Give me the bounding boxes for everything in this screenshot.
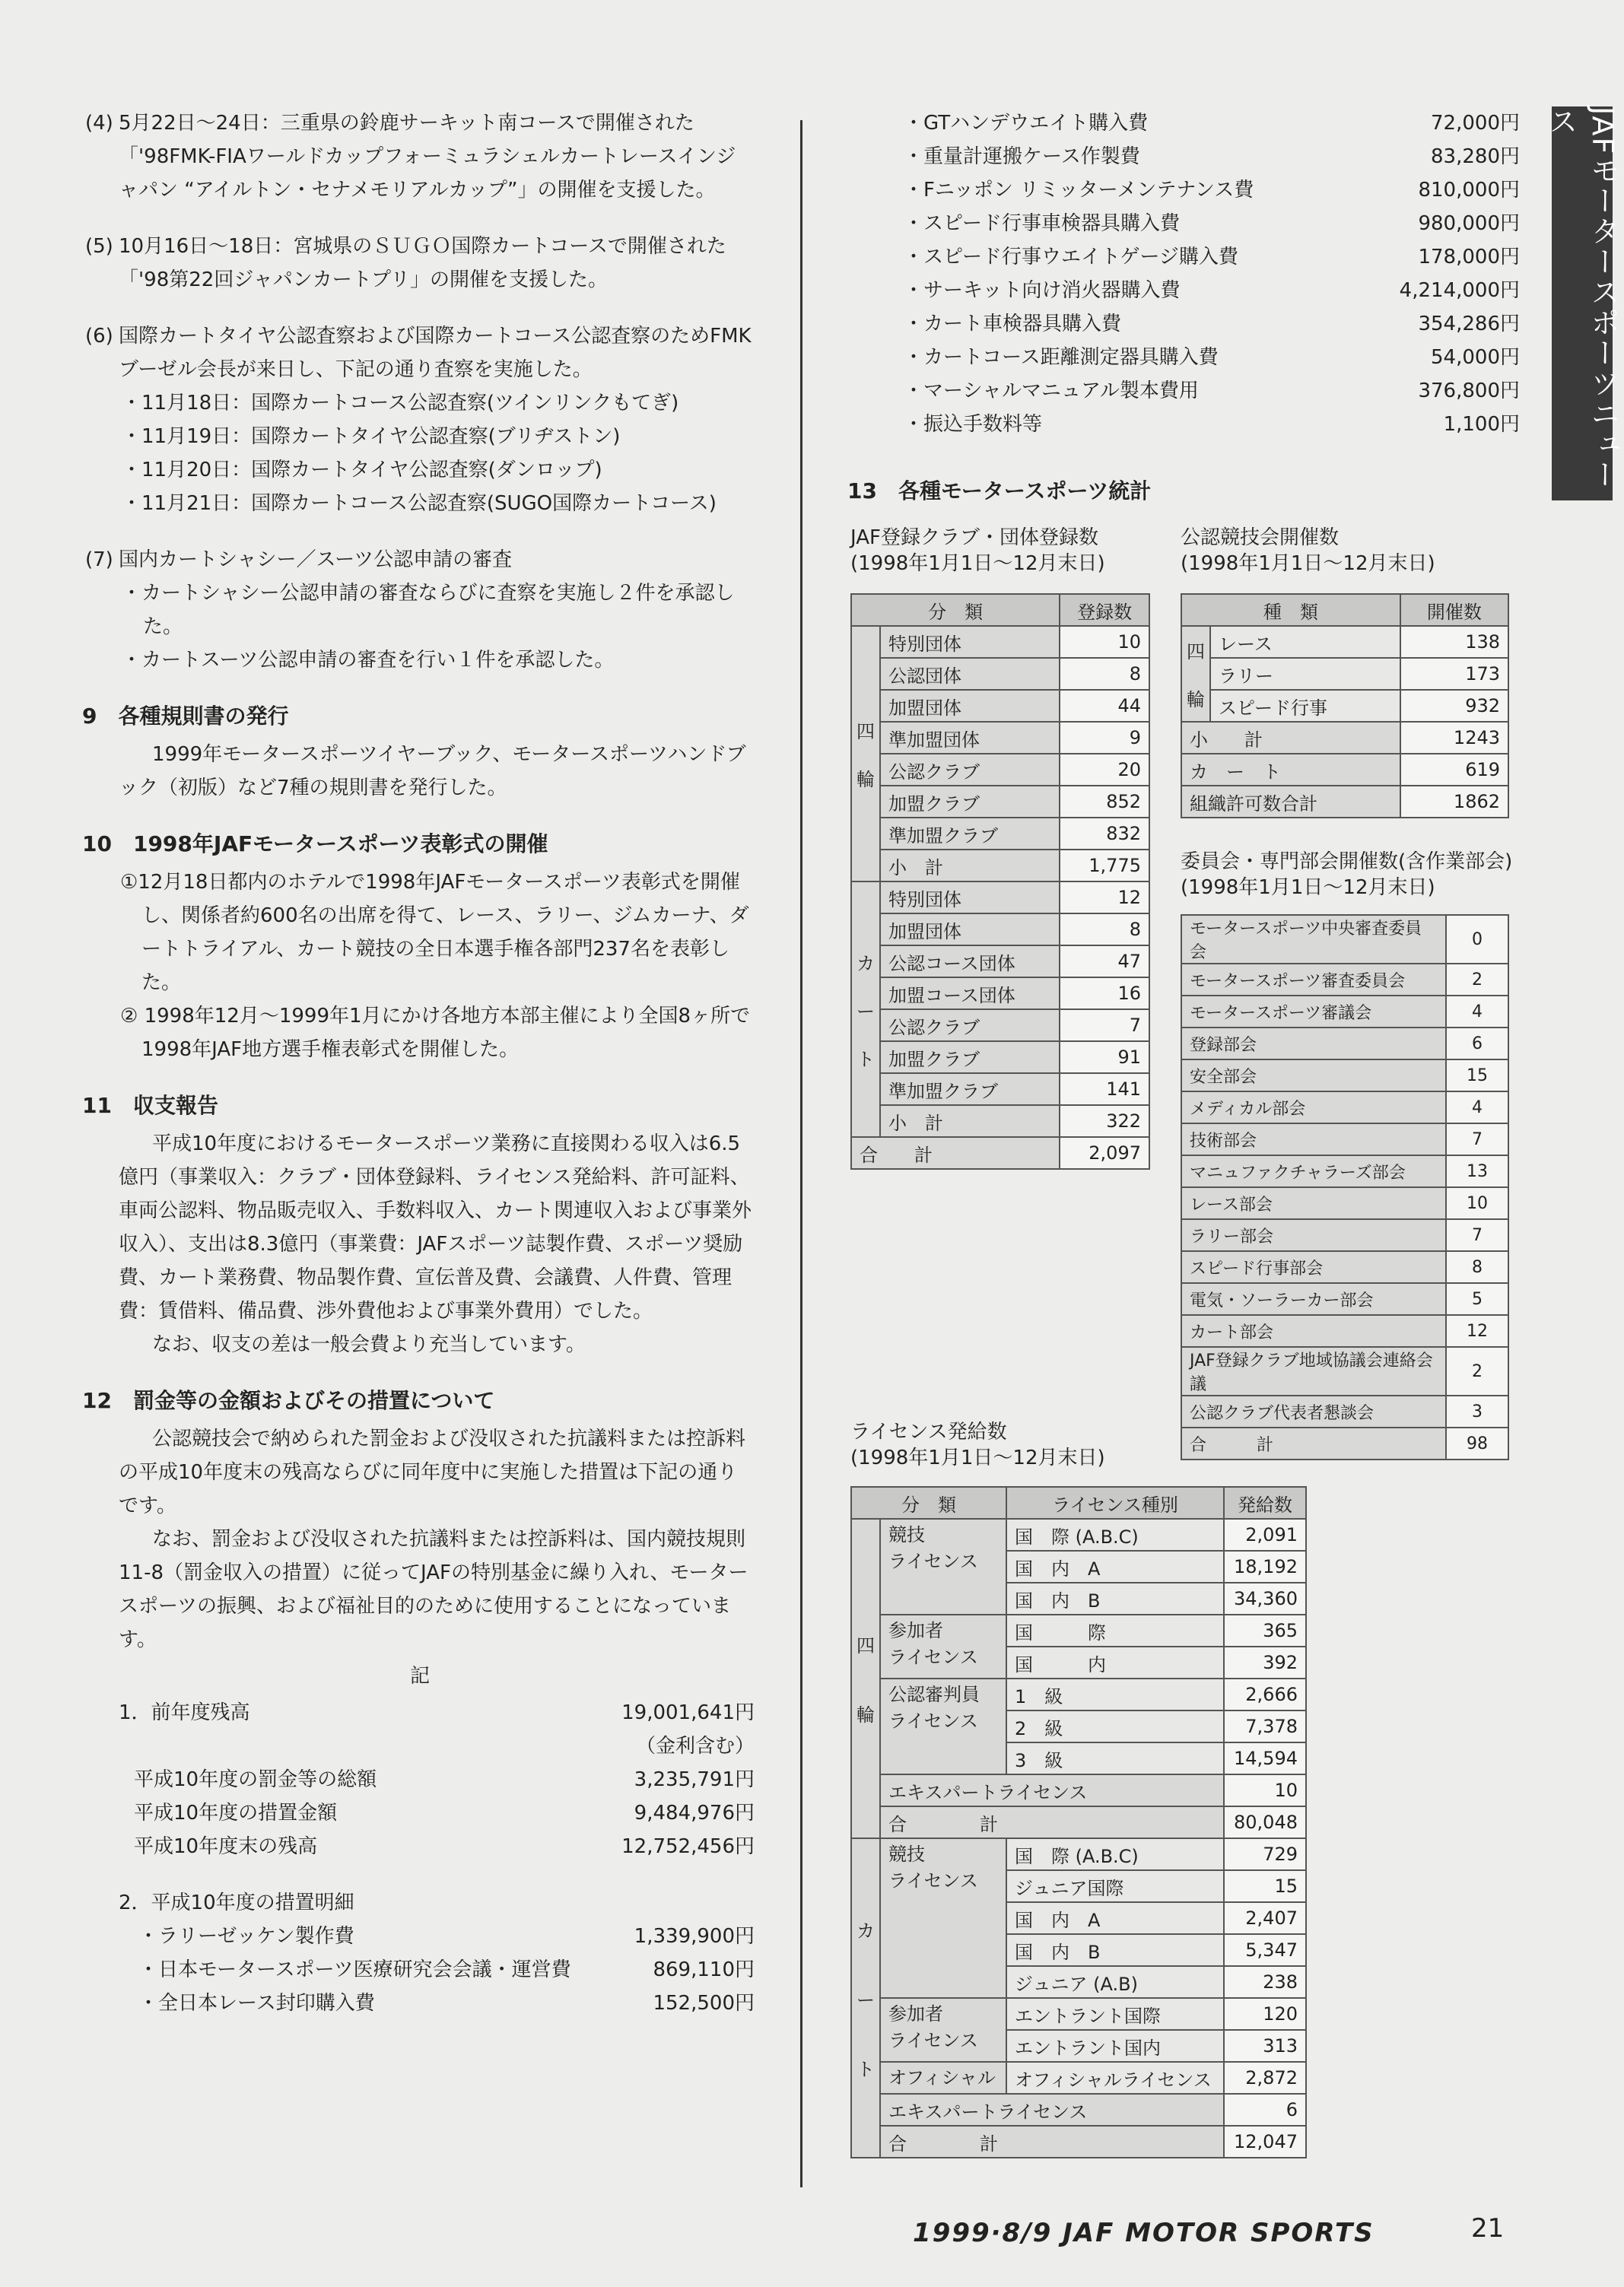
expert-value: 6 [1224,2094,1306,2126]
license-count: 392 [1224,1647,1306,1679]
section-13-title: 13 各種モータースポーツ統計 [847,478,1152,503]
item-number: (6) [85,325,113,348]
cost-value: 810,000円 [1418,179,1520,202]
cost-label: ・GTハンデウエイト購入費 [904,112,1149,135]
club-count: 47 [1060,945,1149,977]
section-9-text: 1999年モータースポーツイヤーブック、モータースポーツハンドブック（初版）など7種の規則書を発行した。 [119,743,746,799]
inspection-bullet: ・11月21日：国際カートコース公認査察(SUGO国際カートコース) [122,492,717,515]
money-value: 12,752,456円 [621,1835,755,1858]
club-category: 小 計 [880,1105,1060,1137]
committee-count: 12 [1446,1315,1508,1347]
committee-count: 6 [1446,1028,1508,1059]
license-type: 1 級 [1006,1679,1224,1710]
club-category: 加盟団体 [880,913,1060,945]
license-type: エントラント国際 [1006,1998,1224,2030]
committee-count: 2 [1446,964,1508,996]
cost-row [850,374,1520,408]
cost-label: ・Fニッポン リミッターメンテナンス費 [904,179,1254,202]
cost-label: ・スピード行事ウエイトゲージ購入費 [904,246,1238,268]
license-count: 2,407 [1224,1902,1306,1934]
club-category: 加盟クラブ [880,1041,1060,1073]
section-12-text-1: 公認競技会で納められた罰金および没収された抗議料または控訴料の平成10年度末の残高ならびに同年度中に実施した措置は下記の通りです。 [119,1428,746,1517]
license-type: 国 際 (A.B.C) [1006,1519,1224,1551]
committee-name: マニュファクチャラーズ部会 [1181,1155,1446,1187]
committee-count: 8 [1446,1251,1508,1283]
club-registration-heading: JAF登録クラブ・団体登録数 (1998年1月1日〜12月末日) [850,526,1105,575]
detail-heading: 2．平成10年度の措置明細 [119,1892,354,1914]
license-type: オフィシャルライセンス [1006,2062,1224,2094]
club-count: 91 [1060,1041,1149,1073]
license-count: 2,872 [1224,2062,1306,2094]
committee-table [1181,914,1509,1460]
money-label [85,1730,134,1763]
committee-count: 13 [1446,1155,1508,1187]
cost-value: 1,339,900円 [634,1925,755,1948]
club-count: 322 [1060,1105,1149,1137]
event-count: 138 [1400,626,1508,658]
total-label: 合 計 [880,1806,1224,1838]
expert-label: エキスパートライセンス [880,2094,1224,2126]
money-row [85,1730,755,1763]
license-type: 2 級 [1006,1710,1224,1742]
license-type: 国 内 B [1006,1583,1224,1615]
expert-value: 10 [1224,1774,1306,1806]
inspection-bullet: ・11月19日：国際カートタイヤ公認査察(ブリヂストン) [122,425,621,448]
money-value: 19,001,641円 [621,1701,755,1724]
club-category: 特別団体 [880,626,1060,658]
committee-count: 98 [1446,1428,1508,1460]
cost-row [850,173,1520,207]
club-category: 準加盟クラブ [880,1073,1060,1105]
event-count: 932 [1400,690,1508,722]
kart-label: カ ー ト [1181,754,1400,786]
item-text: 10月16日〜18日：宮城県のＳＵＧＯ国際カートコースで開催された「'98第22回ジャパンカートプリ」の開催を支援した。 [119,235,726,291]
header-count: 登録数 [1060,594,1149,626]
total-value: 2,097 [1060,1137,1149,1169]
cost-row [850,106,1520,140]
event-count: 173 [1400,658,1508,690]
license-table [850,1486,1307,2158]
cost-value: 54,000円 [1431,346,1520,369]
section-11-text: 平成10年度におけるモータースポーツ業務に直接関わる収入は6.5億円（事業収入：クラブ・団体登録料、ライセンス発給料、許可証料、車両公認料、物品販売収入、手数料収入、カート関連収入および事業外収入）、支出は8.3億円（事業費：JAFスポーツ誌製作費、スポーツ奨励費、カート業務費、物品製作費、宣伝普及費、会議費、人件費、管理費：賃借料、備品費、渉外費他および事業外費用）でした。 [119,1132,752,1323]
club-registration-table [850,593,1150,1170]
license-count: 14,594 [1224,1742,1306,1774]
club-count: 9 [1060,722,1149,754]
club-count: 12 [1060,881,1149,913]
award-item: ② 1998年12月〜1999年1月にかけ各地方本部主催により全国8ヶ所で1998年JAF地方選手権表彰式を開催した。 [120,1005,751,1061]
committee-name: 登録部会 [1181,1028,1446,1059]
cost-label: ・ラリーゼッケン製作費 [138,1925,354,1948]
committee-count: 0 [1446,915,1508,964]
header-category: 分 類 [851,1487,1006,1519]
club-category: 公認クラブ [880,754,1060,786]
section-12-title: 12 罰金等の金額およびその措置について [82,1388,495,1413]
license-type: ジュニア国際 [1006,1870,1224,1902]
cost-row [850,307,1520,341]
header-count: 開催数 [1400,594,1508,626]
committee-name: 公認クラブ代表者懇談会 [1181,1396,1446,1428]
event-type: スピード行事 [1210,690,1400,722]
left-column [82,106,755,2020]
club-count: 8 [1060,658,1149,690]
club-count: 1,775 [1060,850,1149,881]
committee-count: 4 [1446,996,1508,1028]
cost-row [85,1953,755,1987]
money-row [85,1796,755,1830]
header-type: 種 類 [1181,594,1400,626]
club-category: 加盟クラブ [880,786,1060,818]
money-label: 平成10年度末の残高 [134,1835,318,1858]
club-category: 小 計 [880,850,1060,881]
cost-row [85,1987,755,2020]
column-divider [800,120,802,2187]
cost-value: 152,500円 [653,1992,755,2015]
cost-label: ・カートコース距離測定器具購入費 [904,346,1219,369]
club-count: 852 [1060,786,1149,818]
total-value: 80,048 [1224,1806,1306,1838]
committee-name: 安全部会 [1181,1059,1446,1091]
club-count: 10 [1060,626,1149,658]
license-category: 参加者 ライセンス [880,1615,1006,1679]
club-category: 公認クラブ [880,1009,1060,1041]
item-7: (7) 国内カートシャシー／スーツ公認申請の審査 [85,548,513,571]
inspection-bullet: ・11月18日：国際カートコース公認査察(ツインリンクもてぎ) [122,392,679,415]
events-table [1181,593,1509,818]
license-count: 15 [1224,1870,1306,1902]
money-row [85,1763,755,1796]
cost-value: 869,110円 [653,1958,755,1981]
cost-row [850,207,1520,240]
license-count: 729 [1224,1838,1306,1870]
cost-row [850,341,1520,374]
club-count: 44 [1060,690,1149,722]
license-count: 238 [1224,1966,1306,1998]
money-value: 9,484,976円 [634,1802,755,1825]
section-10-title: 10 1998年JAFモータースポーツ表彰式の開催 [82,831,548,856]
license-category: 競技 ライセンス [880,1519,1006,1615]
memo-heading: 記 [409,1665,430,1688]
committee-name: モータースポーツ審議会 [1181,996,1446,1028]
club-category: 準加盟クラブ [880,818,1060,850]
money-value: 3,235,791円 [634,1768,755,1791]
money-label: 1．前年度残高 [119,1701,250,1724]
money-label: 平成10年度の措置金額 [134,1802,338,1825]
subtotal-label: 小 計 [1181,722,1400,754]
event-type: ラリー [1210,658,1400,690]
header-category: 分 類 [851,594,1060,626]
license-count: 313 [1224,2030,1306,2062]
money-row [85,1696,755,1730]
committee-count: 7 [1446,1123,1508,1155]
right-column [847,106,1520,510]
total-label: 合 計 [880,2126,1224,2158]
license-type: 国 内 [1006,1647,1224,1679]
total-label: 合 計 [851,1137,1060,1169]
numbered-item [85,319,755,386]
club-category: 公認団体 [880,658,1060,690]
committee-name: モータースポーツ中央審査委員会 [1181,915,1446,964]
cost-row [850,240,1520,274]
money-row [85,1830,755,1863]
cost-label: ・重量計運搬ケース作製費 [904,145,1140,168]
section-11-note: なお、収支の差は一般会費より充当しています。 [152,1333,586,1356]
cost-row [85,1920,755,1953]
committee-count: 5 [1446,1283,1508,1315]
cost-value: 83,280円 [1431,145,1520,168]
cost-value: 72,000円 [1431,112,1520,135]
group-label: 四 輪 [1181,626,1210,722]
total-value: 1862 [1400,786,1508,818]
committee-count: 15 [1446,1059,1508,1091]
cost-label: ・全日本レース封印購入費 [138,1992,375,2015]
event-type: レース [1210,626,1400,658]
cost-label: ・日本モータースポーツ医療研究会会議・運営費 [138,1958,571,1981]
club-category: 準加盟団体 [880,722,1060,754]
header-license-type: ライセンス種別 [1006,1487,1224,1519]
license-count: 365 [1224,1615,1306,1647]
committee-name: JAF登録クラブ地域協議会連絡会議 [1181,1347,1446,1396]
committee-name: メディカル部会 [1181,1091,1446,1123]
committee-name: モータースポーツ審査委員会 [1181,964,1446,996]
license-count: 18,192 [1224,1551,1306,1583]
numbered-item [85,230,755,297]
award-item: ①12月18日都内のホテルで1998年JAFモータースポーツ表彰式を開催し、関係者約600名の出席を得て、レース、ラリー、ジムカーナ、ダートトライアル、カート競技の全日本選手権各部門237名を表彰した。 [120,871,749,994]
committee-count: 2 [1446,1347,1508,1396]
license-count: 5,347 [1224,1934,1306,1966]
cost-value: 1,100円 [1443,413,1520,436]
money-label: 平成10年度の罰金等の総額 [134,1768,377,1791]
license-category: 公認審判員 ライセンス [880,1679,1006,1774]
total-label: 組織許可数合計 [1181,786,1400,818]
page-number: 21 [1471,2213,1505,2244]
club-count: 832 [1060,818,1149,850]
side-tab: JAFモータースポーツニュース [1552,106,1613,500]
committee-count: 10 [1446,1187,1508,1219]
license-count: 7,378 [1224,1710,1306,1742]
item-text: 国際カートタイヤ公認査察および国際カートコース公認査察のためFMKブーゼル会長が来日し、下記の通り査察を実施した。 [119,325,752,381]
cost-label: ・カート車検器具購入費 [904,313,1122,335]
license-count: 34,360 [1224,1583,1306,1615]
header-count: 発給数 [1224,1487,1306,1519]
license-category: オフィシャル [880,2062,1006,2094]
license-type: 国 内 A [1006,1902,1224,1934]
committee-name: レース部会 [1181,1187,1446,1219]
license-type: 3 級 [1006,1742,1224,1774]
cost-value: 4,214,000円 [1399,279,1520,302]
committee-name: 電気・ソーラーカー部会 [1181,1283,1446,1315]
cost-row [850,274,1520,307]
events-heading: 公認競技会開催数 (1998年1月1日〜12月末日) [1181,526,1435,575]
cost-label: ・スピード行事車検器具購入費 [904,212,1180,235]
committee-name: ラリー部会 [1181,1219,1446,1251]
license-count: 2,091 [1224,1519,1306,1551]
cost-label: ・マーシャルマニュアル製本費用 [904,380,1199,402]
club-category: 公認コース団体 [880,945,1060,977]
expert-label: エキスパートライセンス [880,1774,1224,1806]
license-type: ジュニア (A.B) [1006,1966,1224,1998]
committee-name: 合 計 [1181,1428,1446,1460]
subtotal-value: 1243 [1400,722,1508,754]
section-11-title: 11 収支報告 [82,1093,218,1118]
license-type: 国 内 B [1006,1934,1224,1966]
club-category: 加盟団体 [880,690,1060,722]
cost-row [850,408,1520,441]
committee-name: 技術部会 [1181,1123,1446,1155]
cost-label: ・サーキット向け消火器購入費 [904,279,1181,302]
kart-value: 619 [1400,754,1508,786]
club-category: 特別団体 [880,881,1060,913]
cost-value: 376,800円 [1418,380,1520,402]
committee-name: スピード行事部会 [1181,1251,1446,1283]
committee-count: 4 [1446,1091,1508,1123]
money-value: （金利含む） [635,1735,755,1758]
license-type: 国 際 [1006,1615,1224,1647]
license-heading: ライセンス発給数 (1998年1月1日〜12月末日) [850,1421,1105,1469]
approval-bullet: ・カートスーツ公認申請の審査を行い１件を承認した。 [122,649,615,672]
committee-count: 7 [1446,1219,1508,1251]
item-text: 5月22日〜24日：三重県の鈴鹿サーキット南コースで開催された「'98FMK-FIAワールドカップフォーミュラシェルカートレースインジャパン “アイルトン・セナメモリアルカップ”」の開催を支援した。 [119,112,736,202]
cost-row [850,140,1520,173]
license-count: 120 [1224,1998,1306,2030]
license-count: 2,666 [1224,1679,1306,1710]
club-count: 16 [1060,977,1149,1009]
cost-value: 354,286円 [1418,313,1520,335]
item-number: (4) [85,112,113,135]
club-count: 141 [1060,1073,1149,1105]
item-number: (5) [85,235,113,258]
section-9-title: 9 各種規則書の発行 [82,704,289,729]
committee-name: カート部会 [1181,1315,1446,1347]
cost-label: ・振込手数料等 [904,413,1043,436]
license-type: エントラント国内 [1006,2030,1224,2062]
license-type: 国 内 A [1006,1551,1224,1583]
group-label: カ ー ト [851,1838,880,2158]
club-count: 8 [1060,913,1149,945]
group-label: 四 輪 [851,1519,880,1838]
committee-count: 3 [1446,1396,1508,1428]
cost-value: 980,000円 [1418,212,1520,235]
group-label: カ ー ト [851,881,880,1137]
numbered-item [85,106,755,207]
license-category: 競技 ライセンス [880,1838,1006,1998]
committee-heading: 委員会・専門部会開催数(含作業部会) (1998年1月1日〜12月末日) [1181,850,1513,899]
section-12-text-2: なお、罰金および没収された抗議料または控訴料は、国内競技規則11-8（罰金収入の措置）に従ってJAFの特別基金に繰り入れ、モータースポーツの振興、および福祉目的のために使用することになっています。 [119,1528,748,1651]
approval-bullet: ・カートシャシー公認申請の審査ならびに査察を実施し２件を承認した。 [122,582,735,638]
inspection-bullet: ・11月20日：国際カートタイヤ公認査察(ダンロップ) [122,459,602,481]
license-type: 国 際 (A.B.C) [1006,1838,1224,1870]
cost-value: 178,000円 [1418,246,1520,268]
club-count: 7 [1060,1009,1149,1041]
license-category: 参加者 ライセンス [880,1998,1006,2062]
footer-magazine: 1999·8/9 JAF MOTOR SPORTS [913,2218,1375,2248]
club-category: 加盟コース団体 [880,977,1060,1009]
total-value: 12,047 [1224,2126,1306,2158]
group-label: 四 輪 [851,626,880,881]
club-count: 20 [1060,754,1149,786]
